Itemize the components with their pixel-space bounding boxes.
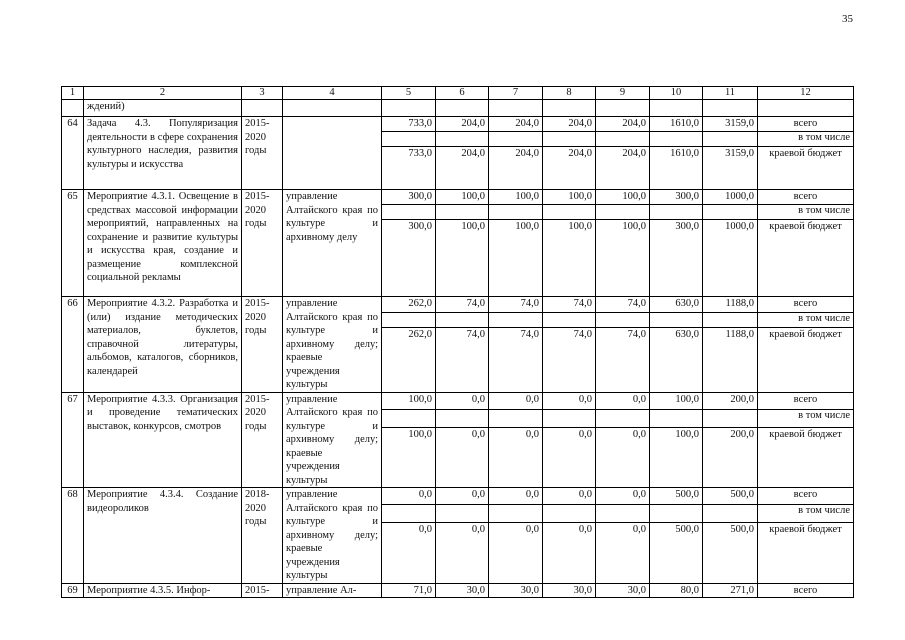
regional-value: 1188,0 [703, 328, 758, 392]
total-value: 71,0 [382, 583, 436, 598]
total-value: 0,0 [382, 488, 436, 505]
empty-cell [650, 505, 703, 522]
column-header: 6 [436, 87, 489, 100]
row-number: 64 [62, 117, 84, 190]
table-row [62, 488, 854, 505]
total-value: 74,0 [489, 297, 543, 313]
regional-value: 204,0 [489, 147, 543, 190]
empty-cell [596, 132, 650, 147]
total-value: 80,0 [650, 583, 703, 598]
empty-cell [703, 312, 758, 328]
total-value: 30,0 [596, 583, 650, 598]
item-name: Мероприятие 4.3.4. Создание видеороликов [84, 488, 242, 584]
empty-cell [382, 312, 436, 328]
empty-cell [650, 410, 703, 428]
total-value: 204,0 [543, 117, 596, 132]
total-value: 0,0 [543, 488, 596, 505]
column-header: 1 [62, 87, 84, 100]
table-row [62, 190, 854, 205]
regional-value: 500,0 [703, 522, 758, 583]
total-value: 74,0 [543, 297, 596, 313]
executor: управление Алтайского края по культуре и архивному делу; краевые учреждения культуры [283, 297, 382, 393]
continuation-text: ждений) [84, 100, 242, 117]
period: 2015-2020 годы [242, 190, 283, 297]
empty-cell [489, 132, 543, 147]
regional-value: 204,0 [543, 147, 596, 190]
table-cell [436, 100, 489, 117]
regional-value: 262,0 [382, 328, 436, 392]
total-value: 100,0 [489, 190, 543, 205]
total-value: 204,0 [436, 117, 489, 132]
header-row [62, 87, 854, 100]
period: 2015-2020 годы [242, 117, 283, 190]
table-cell [758, 100, 854, 117]
funding-label-regional: краевой бюджет [758, 328, 854, 392]
regional-value: 0,0 [382, 522, 436, 583]
total-value: 30,0 [543, 583, 596, 598]
table-cell [242, 100, 283, 117]
empty-cell [489, 505, 543, 522]
funding-label-total: всего [758, 583, 854, 598]
funding-label-regional: краевой бюджет [758, 522, 854, 583]
regional-value: 74,0 [596, 328, 650, 392]
page-number: 35 [842, 13, 853, 25]
column-header: 7 [489, 87, 543, 100]
total-value: 0,0 [489, 392, 543, 410]
total-value: 262,0 [382, 297, 436, 313]
table-row [62, 117, 854, 132]
regional-value: 204,0 [596, 147, 650, 190]
total-value: 0,0 [596, 392, 650, 410]
empty-cell [596, 505, 650, 522]
row-number: 66 [62, 297, 84, 393]
empty-cell [489, 205, 543, 220]
regional-value: 300,0 [650, 220, 703, 297]
column-header: 12 [758, 87, 854, 100]
empty-cell [436, 312, 489, 328]
empty-cell [382, 132, 436, 147]
column-header: 4 [283, 87, 382, 100]
item-name: Задача 4.3. Популяризация деятельности в сфере сохранения культурного наследия, развития культуры и искусства [84, 117, 242, 190]
funding-label-including: в том числе [758, 205, 854, 220]
empty-cell [703, 505, 758, 522]
total-value: 1610,0 [650, 117, 703, 132]
total-value: 0,0 [489, 488, 543, 505]
empty-cell [489, 410, 543, 428]
empty-cell [703, 132, 758, 147]
empty-cell [543, 132, 596, 147]
empty-cell [543, 410, 596, 428]
regional-value: 0,0 [489, 427, 543, 487]
funding-label-total: всего [758, 117, 854, 132]
total-value: 100,0 [650, 392, 703, 410]
item-name: Мероприятие 4.3.1. Освещение в средствах массовой информации мероприятий, направленных на сохранение и развитие культуры и искусства края, создание и размещение комплексной социальной рекламы [84, 190, 242, 297]
column-header: 9 [596, 87, 650, 100]
empty-cell [703, 410, 758, 428]
total-value: 500,0 [703, 488, 758, 505]
row-number: 65 [62, 190, 84, 297]
empty-cell [382, 205, 436, 220]
empty-cell [436, 505, 489, 522]
regional-value: 74,0 [436, 328, 489, 392]
regional-value: 0,0 [436, 522, 489, 583]
regional-value: 100,0 [650, 427, 703, 487]
regional-value: 3159,0 [703, 147, 758, 190]
total-value: 271,0 [703, 583, 758, 598]
item-name: Мероприятие 4.3.5. Инфор- [84, 583, 242, 598]
regional-value: 100,0 [489, 220, 543, 297]
regional-value: 100,0 [436, 220, 489, 297]
funding-label-regional: краевой бюджет [758, 147, 854, 190]
column-header: 11 [703, 87, 758, 100]
table-body [62, 87, 854, 598]
total-value: 100,0 [543, 190, 596, 205]
total-value: 204,0 [596, 117, 650, 132]
empty-cell [596, 205, 650, 220]
empty-cell [382, 505, 436, 522]
total-value: 300,0 [650, 190, 703, 205]
executor: управление Алтайского края по культуре и архивному делу; краевые учреждения культуры [283, 488, 382, 584]
empty-cell [436, 132, 489, 147]
regional-value: 74,0 [543, 328, 596, 392]
row-number: 69 [62, 583, 84, 598]
row-number: 67 [62, 392, 84, 488]
column-header: 5 [382, 87, 436, 100]
table-cell [543, 100, 596, 117]
regional-value: 0,0 [543, 522, 596, 583]
regional-value: 733,0 [382, 147, 436, 190]
empty-cell [436, 410, 489, 428]
period: 2015- [242, 583, 283, 598]
total-value: 300,0 [382, 190, 436, 205]
total-value: 74,0 [436, 297, 489, 313]
executor [283, 117, 382, 190]
empty-cell [436, 205, 489, 220]
budget-table [61, 86, 854, 598]
total-value: 100,0 [596, 190, 650, 205]
funding-label-total: всего [758, 190, 854, 205]
total-value: 100,0 [382, 392, 436, 410]
table-row [62, 297, 854, 313]
row-number: 68 [62, 488, 84, 584]
table-cell [489, 100, 543, 117]
funding-label-including: в том числе [758, 410, 854, 428]
total-value: 0,0 [596, 488, 650, 505]
table-row [62, 392, 854, 410]
total-value: 630,0 [650, 297, 703, 313]
period: 2015-2020 годы [242, 297, 283, 393]
funding-label-including: в том числе [758, 132, 854, 147]
regional-value: 0,0 [596, 522, 650, 583]
empty-cell [543, 505, 596, 522]
empty-cell [543, 205, 596, 220]
column-header: 8 [543, 87, 596, 100]
regional-value: 630,0 [650, 328, 703, 392]
period: 2018-2020 годы [242, 488, 283, 584]
funding-label-including: в том числе [758, 505, 854, 522]
regional-value: 0,0 [596, 427, 650, 487]
total-value: 3159,0 [703, 117, 758, 132]
regional-value: 204,0 [436, 147, 489, 190]
empty-cell [703, 205, 758, 220]
regional-value: 200,0 [703, 427, 758, 487]
table-cell [283, 100, 382, 117]
funding-label-total: всего [758, 392, 854, 410]
column-header: 3 [242, 87, 283, 100]
total-value: 30,0 [489, 583, 543, 598]
table-cell [382, 100, 436, 117]
empty-cell [596, 410, 650, 428]
regional-value: 1000,0 [703, 220, 758, 297]
funding-label-regional: краевой бюджет [758, 220, 854, 297]
total-value: 1188,0 [703, 297, 758, 313]
table-cell [650, 100, 703, 117]
funding-label-including: в том числе [758, 312, 854, 328]
regional-value: 0,0 [436, 427, 489, 487]
table-row [62, 583, 854, 598]
table-cell [596, 100, 650, 117]
funding-label-total: всего [758, 297, 854, 313]
empty-cell [543, 312, 596, 328]
total-value: 733,0 [382, 117, 436, 132]
empty-cell [650, 205, 703, 220]
continuation-row [62, 100, 854, 117]
regional-value: 0,0 [543, 427, 596, 487]
total-value: 0,0 [543, 392, 596, 410]
row-number [62, 100, 84, 117]
funding-label-regional: краевой бюджет [758, 427, 854, 487]
column-header: 10 [650, 87, 703, 100]
empty-cell [382, 410, 436, 428]
total-value: 200,0 [703, 392, 758, 410]
regional-value: 300,0 [382, 220, 436, 297]
total-value: 0,0 [436, 488, 489, 505]
regional-value: 100,0 [596, 220, 650, 297]
column-header: 2 [84, 87, 242, 100]
empty-cell [489, 312, 543, 328]
regional-value: 74,0 [489, 328, 543, 392]
item-name: Мероприятие 4.3.2. Разработка и (или) издание методических материалов, буклетов, справочной литературы, альбомов, каталогов, сборников, календарей [84, 297, 242, 393]
regional-value: 500,0 [650, 522, 703, 583]
regional-value: 100,0 [382, 427, 436, 487]
funding-label-total: всего [758, 488, 854, 505]
executor: управление Алтайского края по культуре и архивному делу [283, 190, 382, 297]
empty-cell [650, 312, 703, 328]
table-cell [703, 100, 758, 117]
total-value: 74,0 [596, 297, 650, 313]
total-value: 30,0 [436, 583, 489, 598]
total-value: 500,0 [650, 488, 703, 505]
executor: управление Алтайского края по культуре и архивному делу; краевые учреждения культуры [283, 392, 382, 488]
executor: управление Ал- [283, 583, 382, 598]
empty-cell [596, 312, 650, 328]
total-value: 1000,0 [703, 190, 758, 205]
item-name: Мероприятие 4.3.3. Организация и проведение тематических выставок, конкурсов, смотров [84, 392, 242, 488]
period: 2015-2020 годы [242, 392, 283, 488]
total-value: 0,0 [436, 392, 489, 410]
regional-value: 1610,0 [650, 147, 703, 190]
empty-cell [650, 132, 703, 147]
regional-value: 0,0 [489, 522, 543, 583]
total-value: 100,0 [436, 190, 489, 205]
total-value: 204,0 [489, 117, 543, 132]
regional-value: 100,0 [543, 220, 596, 297]
